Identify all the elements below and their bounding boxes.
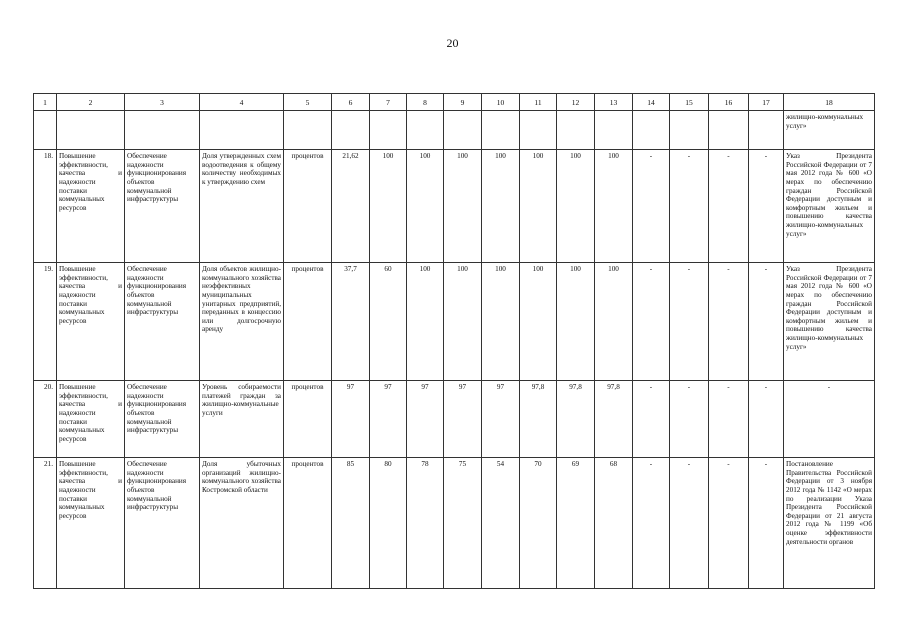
header-cell: 11 (520, 94, 557, 111)
empty-cell (670, 111, 709, 150)
value-cell: 54 (482, 458, 520, 589)
empty-cell (633, 111, 670, 150)
header-cell: 5 (284, 94, 332, 111)
header-cell: 7 (370, 94, 407, 111)
value-cell: 97 (370, 381, 407, 458)
value-cell: 100 (595, 263, 633, 381)
task-cell: Обеспечение надежности функционирования объектов коммунальной инфраструктуры (125, 150, 200, 263)
value-cell: 70 (520, 458, 557, 589)
value-cell: - (709, 263, 749, 381)
value-cell: 100 (407, 263, 444, 381)
value-cell: 100 (557, 263, 595, 381)
legal-basis-cell: Указ Президента Российской Федерации от 7 мая 2012 года № 600 «О мерах по обеспечению граждан Российской Федерации доступным и комфортным жильем и повышению качества жилищно-коммунальных услуг» (784, 150, 875, 263)
header-row (34, 94, 875, 111)
legal-basis-cell: жилищно-коммунальных услуг» (784, 111, 875, 150)
value-cell: 69 (557, 458, 595, 589)
value-cell: 100 (407, 150, 444, 263)
value-cell: 100 (520, 150, 557, 263)
unit-cell: процентов (284, 150, 332, 263)
goal-cell: Повышение эффективности, качества и надежности поставки коммунальных ресурсов (57, 381, 125, 458)
legal-basis-cell: - (784, 381, 875, 458)
indicator-cell: Доля убыточных организаций жилищно-коммунального хозяйства Костромской области (200, 458, 284, 589)
value-cell: 37,7 (332, 263, 370, 381)
value-cell: - (709, 458, 749, 589)
empty-cell (482, 111, 520, 150)
header-cell: 12 (557, 94, 595, 111)
empty-cell (557, 111, 595, 150)
page-number: 20 (446, 36, 459, 50)
empty-cell (407, 111, 444, 150)
unit-cell: процентов (284, 381, 332, 458)
header-cell: 8 (407, 94, 444, 111)
empty-cell (520, 111, 557, 150)
value-cell: 100 (520, 263, 557, 381)
empty-cell (332, 111, 370, 150)
value-cell: - (633, 458, 670, 589)
empty-cell (34, 111, 57, 150)
header-cell: 18 (784, 94, 875, 111)
header-cell: 16 (709, 94, 749, 111)
unit-cell: процентов (284, 458, 332, 589)
value-cell: - (749, 150, 784, 263)
empty-cell (284, 111, 332, 150)
continuation-row (34, 111, 875, 150)
task-cell: Обеспечение надежности функционирования объектов коммунальной инфраструктуры (125, 458, 200, 589)
value-cell: 97 (332, 381, 370, 458)
value-cell: 60 (370, 263, 407, 381)
value-cell: 97,8 (520, 381, 557, 458)
empty-cell (125, 111, 200, 150)
value-cell: 100 (444, 263, 482, 381)
header-cell: 6 (332, 94, 370, 111)
goal-cell: Повышение эффективности, качества и надежности поставки коммунальных ресурсов (57, 458, 125, 589)
empty-cell (595, 111, 633, 150)
table-row (34, 150, 875, 263)
empty-cell (709, 111, 749, 150)
header-cell: 17 (749, 94, 784, 111)
value-cell: 97 (444, 381, 482, 458)
empty-cell (57, 111, 125, 150)
value-cell: - (633, 150, 670, 263)
value-cell: 97 (407, 381, 444, 458)
value-cell: 21,62 (332, 150, 370, 263)
row-number-cell: 20. (34, 381, 57, 458)
value-cell: - (749, 263, 784, 381)
indicator-cell: Доля объектов жилищно-коммунального хозяйства неэффективных муниципальных унитарных предприятий, переданных в концессию или долгосрочную аренду (200, 263, 284, 381)
header-cell: 2 (57, 94, 125, 111)
value-cell: - (670, 381, 709, 458)
task-cell: Обеспечение надежности функционирования объектов коммунальной инфраструктуры (125, 263, 200, 381)
value-cell: 100 (444, 150, 482, 263)
value-cell: 85 (332, 458, 370, 589)
value-cell: - (670, 263, 709, 381)
value-cell: - (709, 381, 749, 458)
empty-cell (370, 111, 407, 150)
header-cell: 14 (633, 94, 670, 111)
legal-basis-cell: Указ Президента Российской Федерации от 7 мая 2012 года № 600 «О мерах по обеспечению граждан Российской Федерации доступным и комфортным жильем и повышению качества жилищно-коммунальных услуг» (784, 263, 875, 381)
value-cell: 100 (482, 263, 520, 381)
value-cell: 97 (482, 381, 520, 458)
indicator-cell: Уровень собираемости платежей граждан за жилищно-коммунальные услуги (200, 381, 284, 458)
empty-cell (444, 111, 482, 150)
header-cell: 15 (670, 94, 709, 111)
value-cell: 68 (595, 458, 633, 589)
header-cell: 13 (595, 94, 633, 111)
value-cell: 97,8 (595, 381, 633, 458)
value-cell: 75 (444, 458, 482, 589)
goal-cell: Повышение эффективности, качества и надежности поставки коммунальных ресурсов (57, 150, 125, 263)
value-cell: - (709, 150, 749, 263)
value-cell: - (749, 381, 784, 458)
value-cell: 78 (407, 458, 444, 589)
header-cell: 9 (444, 94, 482, 111)
header-cell: 1 (34, 94, 57, 111)
value-cell: 100 (482, 150, 520, 263)
task-cell: Обеспечение надежности функционирования объектов коммунальной инфраструктуры (125, 381, 200, 458)
goal-cell: Повышение эффективности, качества и надежности поставки коммунальных ресурсов (57, 263, 125, 381)
row-number-cell: 19. (34, 263, 57, 381)
table-row (34, 458, 875, 589)
row-number-cell: 21. (34, 458, 57, 589)
legal-basis-cell: Постановление Правительства Российской Федерации от 3 ноября 2012 года № 1142 «О мерах по реализации Указа Президента Российской Федерации от 21 августа 2012 года № 1199 «Об оценке эффективности деятельности органов (784, 458, 875, 589)
value-cell: - (749, 458, 784, 589)
header-cell: 10 (482, 94, 520, 111)
value-cell: - (670, 150, 709, 263)
unit-cell: процентов (284, 263, 332, 381)
header-cell: 3 (125, 94, 200, 111)
row-number-cell: 18. (34, 150, 57, 263)
header-cell: 4 (200, 94, 284, 111)
empty-cell (200, 111, 284, 150)
value-cell: 100 (595, 150, 633, 263)
value-cell: 100 (557, 150, 595, 263)
value-cell: 97,8 (557, 381, 595, 458)
value-cell: - (633, 381, 670, 458)
value-cell: 100 (370, 150, 407, 263)
indicator-cell: Доля утвержденных схем водоотведения к общему количеству необходимых к утверждению схем (200, 150, 284, 263)
table-row (34, 263, 875, 381)
indicator-table (33, 93, 875, 589)
table-row (34, 381, 875, 458)
empty-cell (749, 111, 784, 150)
value-cell: 80 (370, 458, 407, 589)
value-cell: - (670, 458, 709, 589)
value-cell: - (633, 263, 670, 381)
